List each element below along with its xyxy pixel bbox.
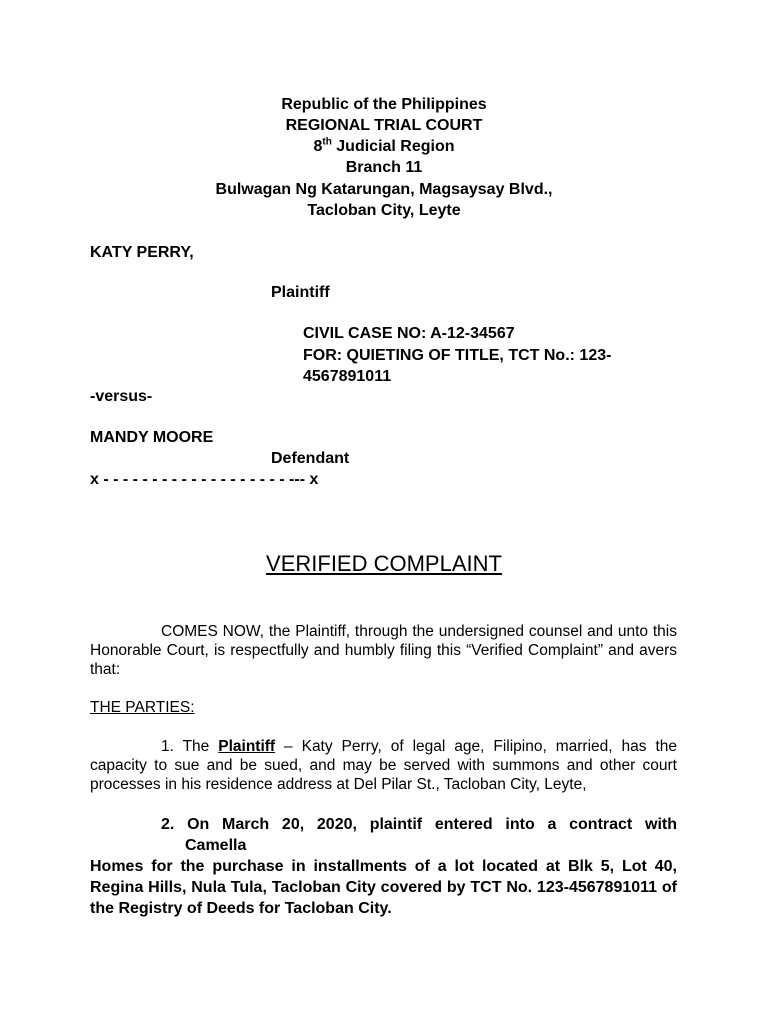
paragraph-2-line1: 2. On March 20, 2020, plaintif entered into a contract with [161,816,677,833]
header-branch: Branch 11 [345,159,423,176]
intro-paragraph: COMES NOW, the Plaintiff, through the undersigned counsel and unto this Honorable Court, is respectfully and humbly filing this “Verified Complaint” and avers that: [90,623,677,678]
versus-label: -versus- [90,388,153,405]
document-title: VERIFIED COMPLAINT [266,551,502,576]
paragraph-1-term: Plaintiff [218,738,276,755]
defendant-name: MANDY MOORE [90,429,214,446]
defendant-label: Defendant [271,450,350,467]
paragraph-2-text: Homes for the purchase in installments of a lot located at Blk 5, Lot 40, Regina Hills, Nula Tula, Tacloban City covered by TCT No. 123-4567891011 of the Registry of Deeds for Tacloban City. [90,858,677,917]
header-republic: Republic of the Philippines [281,96,487,113]
header-region-ordinal: 8 [313,138,323,155]
case-number: CIVIL CASE NO: A-12-34567 [303,325,515,342]
header-region [0,136,768,157]
paragraph-1 [90,737,677,794]
paragraph-1-prefix: 1. The [161,738,219,755]
header-region-text: Judicial Region [331,138,455,155]
plaintiff-name: KATY PERRY, [90,244,194,261]
plaintiff-label: Plaintiff [271,284,330,301]
paragraph-2-line2: Camella [185,837,247,854]
case-subject-line1: FOR: QUIETING OF TITLE, TCT No.: 123- [303,347,612,364]
caption-separator: x - - - - - - - - - - - - - - - - - - - --- x [90,471,319,488]
paragraph-1-text: – Katy Perry, of legal age, Filipino, married, has the capacity to sue and be sued, and may be served with summons and other court processes in his residence address at Del Pilar St., Tacloban City, Leyte, [90,738,677,793]
case-subject-line2: 4567891011 [303,368,392,385]
header-address: Bulwagan Ng Katarungan, Magsaysay Blvd., [215,181,553,198]
header-city: Tacloban City, Leyte [307,202,461,219]
section-heading-parties: THE PARTIES: [90,699,195,716]
header-court: REGIONAL TRIAL COURT [285,117,483,134]
header-region-suffix: th [322,136,332,148]
